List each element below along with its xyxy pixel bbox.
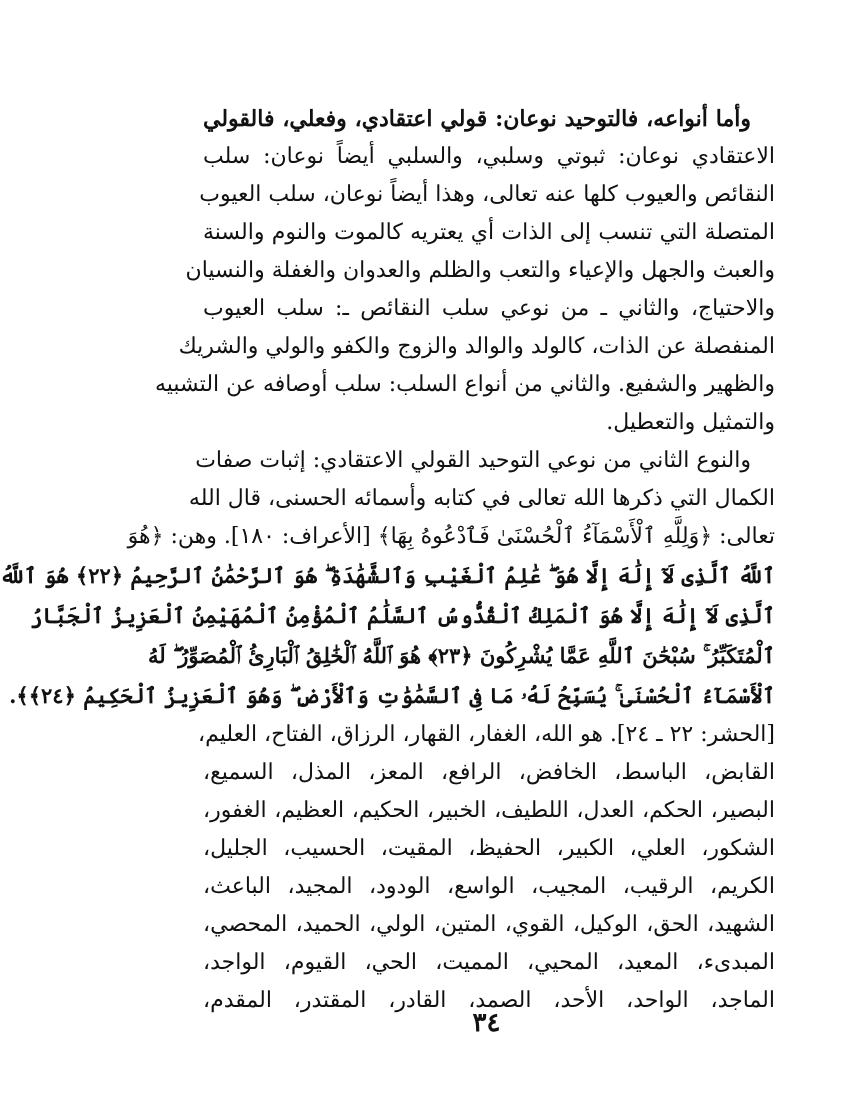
quran-verse-line-3: ٱلْمُتَكَبِّرُ ۚ سُبْحَٰنَ ٱللَّهِ عَمَّا يُشْرِكُونَ ﴿٢٣﴾ هُوَ ٱللَّهُ ٱلْخَٰلِقُ ٱلْبَارِئُ ٱلْمُصَوِّرُ ۖ لَهُ (148, 643, 775, 668)
text-line-21: الكريم، الرقيب، المجيب، الواسع، الودود، المجيد، الباعث، (203, 874, 775, 899)
text-line-7: المنفصلة عن الذات، كالولد والوالد والزوج والكفو والولي والشريك (178, 334, 775, 359)
text-line-24: الماجد، الواحد، الأحد، الصمد، القادر، المقتدر، المقدم، (203, 988, 775, 1013)
quran-verse-line-2: ٱلَّذِى لَآ إِلَٰهَ إِلَّا هُوَ ٱلْمَلِكُ ٱلْقُدُّوسُ ٱلسَّلَٰمُ ٱلْمُؤْمِنُ ٱلْمُهَيْمِنُ ٱلْعَزِيزُ ٱلْجَبَّارُ (30, 603, 775, 628)
text-line-23: المبدىء، المعيد، المحيي، المميت، الحي، القيوم، الواجد، (203, 950, 775, 975)
line-1-bold-lead: وأما أنواعه، فالتوحيد نوعان: قولي اعتقادي، وفعلي، فالقولي (203, 106, 751, 132)
text-line-19: البصير، الحكم، العدل، اللطيف، الخبير، الحكيم، العظيم، الغفور، (203, 798, 775, 823)
text-line-3: النقائص والعيوب كلها عنه تعالى، وهذا أيضاً نوعان، سلب العيوب (199, 182, 775, 207)
text-line-11: الكمال التي ذكرها الله تعالى في كتابه وأسمائه الحسنى، قال الله (188, 486, 775, 511)
text-line-2: الاعتقادي نوعان: ثبوتي وسلبي، والسلبي أيضاً نوعان: سلب (203, 144, 775, 169)
text-line-8: والظهير والشفيع. والثاني من أنواع السلب: سلب أوصافه عن التشبيه (154, 372, 775, 397)
text-line-9: والتمثيل والتعطيل. (606, 410, 775, 435)
text-line-5: والعبث والجهل والإعياء والتعب والظلم والعدوان والغفلة والنسيان (185, 258, 775, 283)
quran-verse-line-4: ٱلْأَسْمَآءُ ٱلْحُسْنَىٰ ۚ يُسَبِّحُ لَهُۥ مَا فِى ٱلسَّمَٰوَٰتِ وَٱلْأَرْضِ ۖ وَهُوَ ٱلْعَزِيزُ ٱلْحَكِيمُ ﴿٢٤﴾﴾. (9, 683, 775, 708)
text-line-6: والاحتياج، والثاني ـ من نوعي سلب النقائص ـ: سلب العيوب (203, 296, 775, 321)
text-line-20: الشكور، العلي، الكبير، الحفيظ، المقيت، الحسيب، الجليل، (203, 836, 775, 861)
text-line-22: الشهيد، الحق، الوكيل، القوي، المتين، الولي، الحميد، المحصي، (203, 912, 775, 937)
quran-verse-line-1: ٱللَّهُ ٱلَّذِى لَآ إِلَٰهَ إِلَّا هُوَ ۖ عَٰلِمُ ٱلْغَيْبِ وَٱلشَّهَٰدَةِ ۖ هُوَ ٱلرَّحْمَٰنُ ٱلرَّحِيمُ ﴿٢٢﴾ هُوَ ٱللَّهُ (0, 563, 775, 588)
text-line-10: والنوع الثاني من نوعي التوحيد القولي الاعتقادي: إثبات صفات (195, 448, 751, 473)
text-line-4: المتصلة التي تنسب إلى الذات أي يعتريه كالموت والنوم والسنة (203, 220, 775, 245)
text-line-12: تعالى: ﴿وَلِلَّهِ ٱلْأَسْمَآءُ ٱلْحُسْنَىٰ فَٱدْعُوهُ بِهَا﴾ [الأعراف: ١٨٠]. وهن: ﴿هُوَ (127, 524, 775, 549)
text-line-17: [الحشر: ٢٢ ـ ٢٤]. هو الله، الغفار، القهار، الرزاق، الفتاح، العليم، (197, 722, 775, 747)
page-body (0, 100, 775, 1020)
text-line-18: القابض، الباسط، الخافض، الرافع، المعز، المذل، السميع، (203, 760, 775, 785)
text-line-1 (203, 100, 775, 138)
page-number: ٣٤ (472, 1008, 501, 1038)
